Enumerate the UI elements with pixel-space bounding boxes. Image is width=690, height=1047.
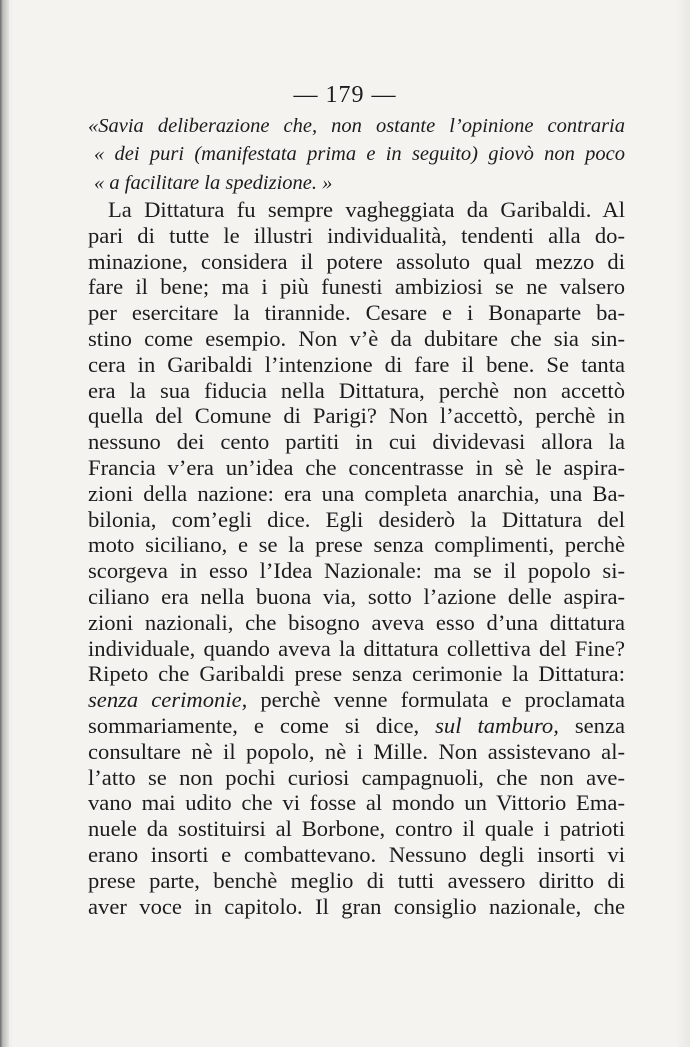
text-fragment: perchè venne formulata e proclamata (247, 687, 625, 713)
text-line: Ripeto che Garibaldi prese senza cerimonie la Dittatura: (88, 661, 625, 687)
text-line: moto siciliano, e se la prese senza complimenti, perchè (88, 532, 625, 558)
text-line: zioni nazionali, che bisogno aveva esso d’una dittatura (88, 609, 625, 635)
text-line: nessuno dei cento partiti in cui dividevasi allora la (88, 429, 625, 455)
body-paragraph (88, 197, 625, 919)
text-line: individuale, quando aveva la dittatura collettiva del Fine? (88, 635, 625, 661)
text-line: fare il bene; ma i più funesti ambiziosi se ne valsero (88, 274, 625, 300)
text-line: cera in Garibaldi l’intenzione di fare il bene. Se tanta (88, 351, 625, 377)
italic-phrase: sul tamburo, (435, 712, 559, 738)
text-line: zioni della nazione: era una completa anarchia, una Ba- (88, 480, 625, 506)
text-line: prese parte, benchè meglio di tutti avessero diritto di (88, 867, 625, 893)
text-line: l’atto se non pochi curiosi campagnuoli, che non ave- (88, 764, 625, 790)
text-line: erano insorti e combattevano. Nessuno degli insorti vi (88, 841, 625, 867)
quote-block (88, 112, 625, 197)
text-line: nuele da sostituirsi al Borbone, contro il quale i patrioti (88, 816, 625, 842)
text-line: vano mai udito che vi fosse al mondo un Vittorio Ema- (88, 790, 625, 816)
text-line (88, 687, 625, 713)
quote-line: «Savia deliberazione che, non ostante l’opinione contraria (88, 115, 625, 137)
text-fragment: senza (558, 712, 626, 738)
text-line: era la sua fiducia nella Dittatura, perchè non accettò (88, 377, 625, 403)
text-line: ciliano era nella buona via, sotto l’azione delle aspira- (88, 583, 625, 609)
text-line: scorgeva in esso l’Idea Nazionale: ma se il popolo si- (88, 558, 625, 584)
text-line: stino come esempio. Non v’è da dubitare che sia sin- (88, 325, 625, 351)
text-line: minazione, considera il potere assoluto qual mezzo di (88, 248, 625, 274)
text-line: pari di tutte le illustri individualità, tendenti alla do- (88, 222, 625, 248)
text-line: aver voce in capitolo. Il gran consiglio nazionale, che (88, 893, 625, 919)
page-binding-edge (0, 0, 9, 1047)
page-number: — 179 — (293, 82, 397, 108)
text-line: consultare nè il popolo, nè i Mille. Non assistevano al- (88, 738, 625, 764)
text-line: bilonia, com’egli dice. Egli desiderò la Dittatura del (88, 506, 625, 532)
quote-line: « a facilitare la spedizione. » (94, 171, 333, 194)
text-line: Francia v’era un’idea che concentrasse in sè le aspira- (88, 454, 625, 480)
quote-line: « dei puri (manifestata prima e in seguito) giovò non poco (94, 143, 625, 166)
text-fragment: sommariamente, e come si dice, (88, 712, 436, 738)
text-line (88, 713, 625, 739)
text-line: La Dittatura fu sempre vagheggiata da Garibaldi. Al (108, 197, 625, 222)
text-line: quella del Comune di Parigi? Non l’accettò, perchè in (88, 403, 625, 429)
text-line: per esercitare la tirannide. Cesare e i Bonaparte ba- (88, 300, 625, 326)
italic-phrase: senza cerimonie, (88, 687, 248, 713)
